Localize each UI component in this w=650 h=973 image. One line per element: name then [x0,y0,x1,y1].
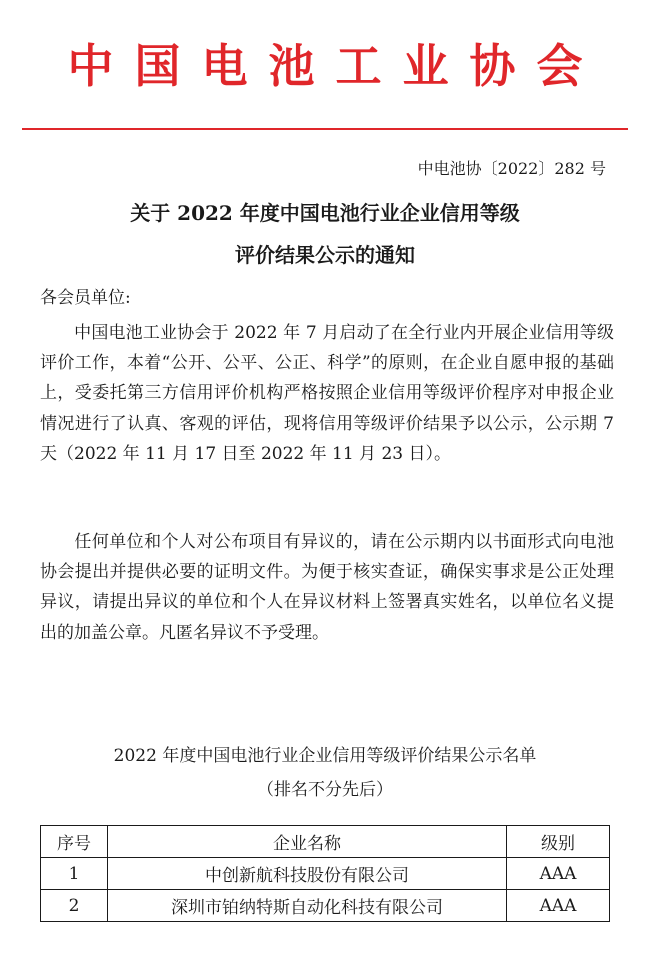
body-paragraph-2 [40,527,614,648]
row-grade: AAA [507,858,610,890]
row-grade: AAA [507,890,610,922]
header-company-name: 企业名称 [108,826,507,858]
table-row [41,858,610,890]
salutation: 各会员单位: [40,288,131,308]
results-list-title: 2022 年度中国电池行业企业信用等级评价结果公示名单 [113,746,537,766]
row-no: 2 [41,890,108,922]
row-company-name: 深圳市铂纳特斯自动化科技有限公司 [108,890,507,922]
notice-title-line-2: 评价结果公示的通知 [235,243,415,267]
body-paragraph-1-text: 中国电池工业协会于 2022 年 7 月启动了在全行业内开展企业信用等级评价工作，本着“公开、公平、公正、科学”的原则，在企业自愿申报的基础上，受委托第三方信用评价机构严格按照企业信用等级评价程序对申报企业情况进行了认真、客观的评估，现将信用等级评价结果予以公示，公示期 7 天（2022 年 11 月 17 日至 2022 年 11 月 23 日）。 [40,323,614,464]
body-paragraph-2-text: 任何单位和个人对公布项目有异议的，请在公示期内以书面形式向电池协会提出并提供必要的证明文件。为便于核实查证，确保实事求是公正处理异议，请提出异议的单位和个人在异议材料上签署真实姓名，以单位名义提出的加盖公章。凡匿名异议不予受理。 [40,532,614,643]
row-no: 1 [41,858,108,890]
document-number: 中电池协〔2022〕282 号 [417,159,606,178]
table-row [41,890,610,922]
results-list-subtitle: （排名不分先后） [257,780,393,800]
header-no: 序号 [41,826,108,858]
notice-title-line-1: 关于 2022 年度中国电池行业企业信用等级 [130,201,520,225]
letterhead-org-name: 中国电池工业协会 [67,39,604,93]
results-table [40,825,610,922]
body-paragraph-1 [40,318,614,469]
header-grade: 级别 [507,826,610,858]
letterhead-divider [22,128,628,130]
table-header-row [41,826,610,858]
row-company-name: 中创新航科技股份有限公司 [108,858,507,890]
